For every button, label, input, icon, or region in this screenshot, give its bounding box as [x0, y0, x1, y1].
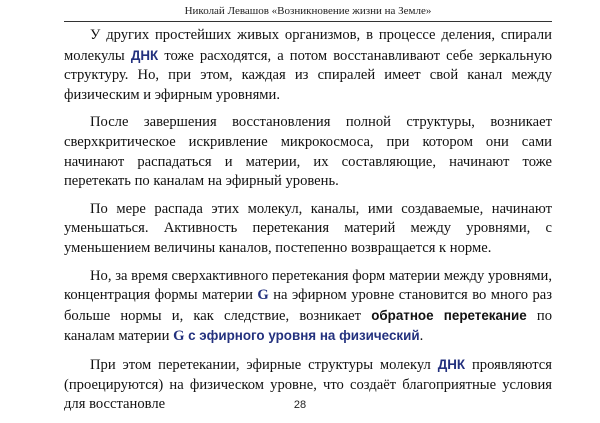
- paragraph: [64, 113, 552, 191]
- header-divider: [64, 21, 552, 22]
- text-run: проявляются (проецируются) на физическом уровне, что создаёт благоприятные условия для восстановле: [64, 356, 552, 413]
- text-run: Но, за время сверхактивного перетекания форм материи между уровнями, концентрация формы материи: [64, 267, 552, 304]
- text-run: После завершения восстановления полной структуры, возникает сверхкритическое искривление микрокосмоса, при котором они сами начинают распадаться и материи, их составляющие, начинают тоже перетекать по каналам на эфирный уровень.: [64, 114, 552, 190]
- text-run: По мере распада этих молекул, каналы, ими создаваемые, начинают уменьшаться. Активность перетекания материй между уровнями, с уменьшением величины каналов, постепенно возвращается к норме.: [64, 200, 552, 256]
- text-run: При этом перетекании, эфирные структуры молекул: [90, 356, 438, 373]
- text-run: по каналам материи: [64, 307, 552, 345]
- highlighted-term: ДНК: [130, 47, 159, 63]
- page-body: [64, 26, 552, 415]
- paragraph: [64, 26, 552, 105]
- highlighted-term: ДНК: [437, 356, 466, 372]
- text-run: .: [419, 328, 424, 345]
- text-run: на эфирном уровне становится во много раз больше нормы и, как следствие, возникает: [64, 287, 552, 324]
- paragraph: [64, 267, 552, 347]
- highlighted-term: G: [257, 287, 269, 304]
- highlighted-term: G: [173, 328, 185, 345]
- page-number: 28: [293, 399, 307, 411]
- text-run: тоже расходятся, а потом восстанавливают себе зеркальную структуру. Но, при этом, каждая из спиралей имеет свой канал между физическим и эфирным уровнями.: [64, 47, 552, 103]
- highlighted-term: с эфирного уровня на физический: [188, 328, 420, 344]
- bold-term: обратное перетекание: [371, 307, 527, 323]
- paragraph: [64, 200, 552, 259]
- text-run: У других простейших живых организмов, в процессе деления, спирали молекулы: [64, 27, 552, 64]
- running-header: Николай Левашов «Возникновение жизни на Земле»: [184, 5, 432, 17]
